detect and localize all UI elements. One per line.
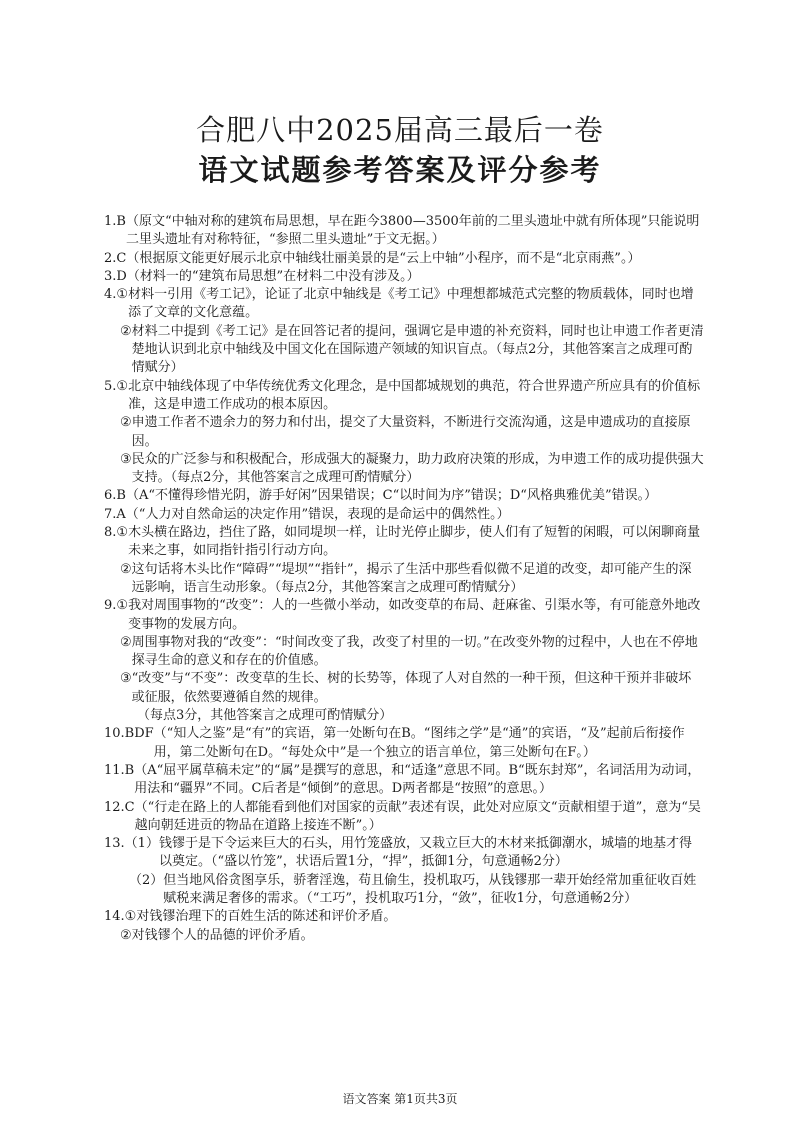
- answer-item: [104, 835, 704, 872]
- answer-number: 8.①: [104, 525, 129, 541]
- answer-number: 13.（1）: [104, 836, 159, 852]
- answer-number: 9.①: [104, 598, 129, 614]
- answer-item: [104, 487, 704, 505]
- answer-item: [104, 506, 704, 524]
- answer-item: [104, 908, 704, 926]
- answer-text: 对钱镠个人的品德的评价矛盾。: [131, 927, 314, 943]
- answer-number: 6.B: [104, 488, 126, 504]
- answer-item: [104, 524, 704, 561]
- answer-text: “改变”与“不变”：改变草的生长、树的长势等，体现了人对自然的一种干预，但这种干预并非破坏或征服，依然要遵循自然的规律。: [131, 671, 692, 705]
- answer-text: 周围事物对我的“改变”：“时间改变了我，改变了村里的一切。”在改变外物的过程中，人也在不停地探寻生命的意义和存在的价值感。: [131, 634, 698, 669]
- answer-subitem: [104, 414, 704, 451]
- answer-list: [104, 213, 704, 945]
- answer-text: （“知人之鉴”是“有”的宾语，第一处断句在B。“图纬之学”是“通”的宾语，“及”起前后衔接作用，第二处断句在D。“每处众中”是一个独立的语言单位，第三处断句在F。）: [153, 726, 685, 760]
- answer-number: ③: [120, 451, 132, 467]
- answer-number: 1.B: [104, 214, 126, 229]
- answer-number: ②: [120, 561, 132, 577]
- answer-item: [104, 762, 704, 799]
- answer-text: （原文“中轴对称的建筑布局思想，早在距今3800—3500年前的二里头遗址中就有所体现”只能说明二里头遗址有对称特征，“参照二里头遗址”于文无据。）: [125, 214, 700, 248]
- answer-number: 5.①: [104, 378, 129, 394]
- answer-number: 7.A: [104, 506, 126, 522]
- answer-text: 材料一引用《考工记》，论证了北京中轴线是《考工记》中理想都城范式完整的物质载体，同时也增添了文章的文化意蕴。: [128, 287, 694, 321]
- answer-number: ②: [120, 634, 132, 650]
- page-title: 合肥八中2025届高三最后一卷: [196, 113, 604, 147]
- answer-item: [104, 250, 704, 268]
- answer-number: 12.C: [104, 799, 135, 815]
- answer-text: （“行走在路上的人都能看到他们对国家的贡献”表述有误，此处对应原文“贡献相望于道”，意为“吴越向朝廷进贡的物品在道路上接连不断”。）: [134, 799, 701, 833]
- answer-item: [104, 268, 704, 286]
- answer-text: 北京中轴线体现了中华传统优秀文化理念，是中国都城规划的典范，符合世界遗产所应具有的价值标准，这是申遗工作成功的根本原因。: [128, 378, 701, 412]
- answer-number: 3.D: [104, 268, 127, 284]
- answer-item: [104, 597, 704, 634]
- answer-subitem: [104, 634, 704, 671]
- answer-text: （“人力对自然命运的决定作用”错误，表现的是命运中的偶然性。）: [125, 506, 510, 522]
- answer-text: 钱镠于是下令运来巨大的石头，用竹笼盛放，又栽立巨大的木材来抵御潮水，城墙的地基才得以奠定。（“盛以竹笼”，状语后置1分，“捍”，抵御1分，句意通畅2分）: [158, 836, 692, 870]
- answer-text: 这句话将木头比作“障碍”“堤坝”“指针”，揭示了生活中那些看似微不足道的改变，却可能产生的深远影响，语言生动形象。（每点2分，其他答案言之成理可酌情赋分）: [131, 561, 692, 595]
- answer-item: [104, 286, 704, 323]
- answer-text: 申遗工作者不遗余力的努力和付出，提交了大量资料，不断进行交流沟通，这是申遗成功的直接原因。: [131, 415, 691, 449]
- answer-number: 10.BDF: [104, 726, 154, 742]
- answer-number: ②: [120, 415, 132, 431]
- answer-item: [104, 799, 704, 836]
- answer-subitem: [104, 323, 704, 378]
- answer-number: 2.C: [104, 250, 127, 266]
- answer-item: [104, 213, 704, 250]
- answer-text: 但当地风俗贪图享乐，骄奢淫逸，苟且偷生，投机取巧，从钱镠那一辈开始经常加重征收百姓赋税来满足奢侈的需求。（“工巧”，投机取巧1分，“敛”，征收1分，句意通畅2分）: [163, 872, 697, 906]
- answer-number: ③: [120, 671, 132, 687]
- answer-number: ②: [120, 927, 132, 943]
- answer-text: （A“不懂得珍惜光阴，游手好闲”因果错误；C“以时间为序”错误；D“风格典雅优美”错误。）: [125, 488, 658, 504]
- answer-subitem: [104, 561, 704, 598]
- answer-text: 对钱镠治理下的百姓生活的陈述和评价矛盾。: [136, 909, 397, 925]
- page-subtitle: 语文试题参考答案及评分参考: [198, 153, 602, 187]
- answer-number: 14.①: [104, 909, 137, 925]
- answer-text: （材料一的“建筑布局思想”在材料二中没有涉及。）: [126, 268, 420, 284]
- answer-subitem: [104, 451, 704, 488]
- answer-text: （A“屈平属草稿未定”的“属”是撰写的意思，和“适逢”意思不同。B“既东封郑”，名词活用为动词，用法和“疆界”不同。C后者是“倾倒”的意思。D两者都是“按照”的意思。）: [134, 762, 701, 797]
- answer-subitem: [104, 927, 704, 945]
- answer-subitem: [104, 670, 704, 707]
- answer-text: 我对周围事物的“改变”：人的一些微小举动，如改变草的布局、赶麻雀、引渠水等，有可能意外地改变事物的发展方向。: [128, 598, 701, 632]
- answer-text: （根据原文能更好展示北京中轴线壮丽美景的是“云上中轴”小程序，而不是“北京雨燕”。）: [126, 250, 641, 266]
- answer-text: 材料二中提到《考工记》是在回答记者的提问，强调它是申遗的补充资料，同时也让申遗工作者更清楚地认识到北京中轴线及中国文化在国际遗产领域的知识盲点。（每点2分，其他答案言之成理可酌情赋分）: [131, 323, 704, 376]
- answer-item: [104, 725, 704, 762]
- answer-subitem: [104, 872, 704, 909]
- answer-text: （每点3分，其他答案言之成理可酌情赋分）: [137, 708, 393, 724]
- answer-number: 11.B: [104, 762, 135, 778]
- answer-text: 木头横在路边，挡住了路，如同堤坝一样，让时光停止脚步，使人们有了短暂的闲暇，可以闲聊商量未来之事，如同指针指引行动方向。: [128, 525, 701, 559]
- answer-number: （2）: [129, 872, 164, 888]
- answer-item: [104, 378, 704, 415]
- answer-text: 民众的广泛参与和积极配合，形成强大的凝聚力，助力政府决策的形成，为申遗工作的成功提供强大支持。（每点2分，其他答案言之成理可酌情赋分）: [131, 451, 704, 486]
- page-footer: 语文答案 第1页共3页: [342, 1092, 458, 1106]
- answer-number: 4.①: [104, 287, 129, 303]
- answer-number: ②: [120, 323, 132, 339]
- scoring-note: [104, 707, 704, 725]
